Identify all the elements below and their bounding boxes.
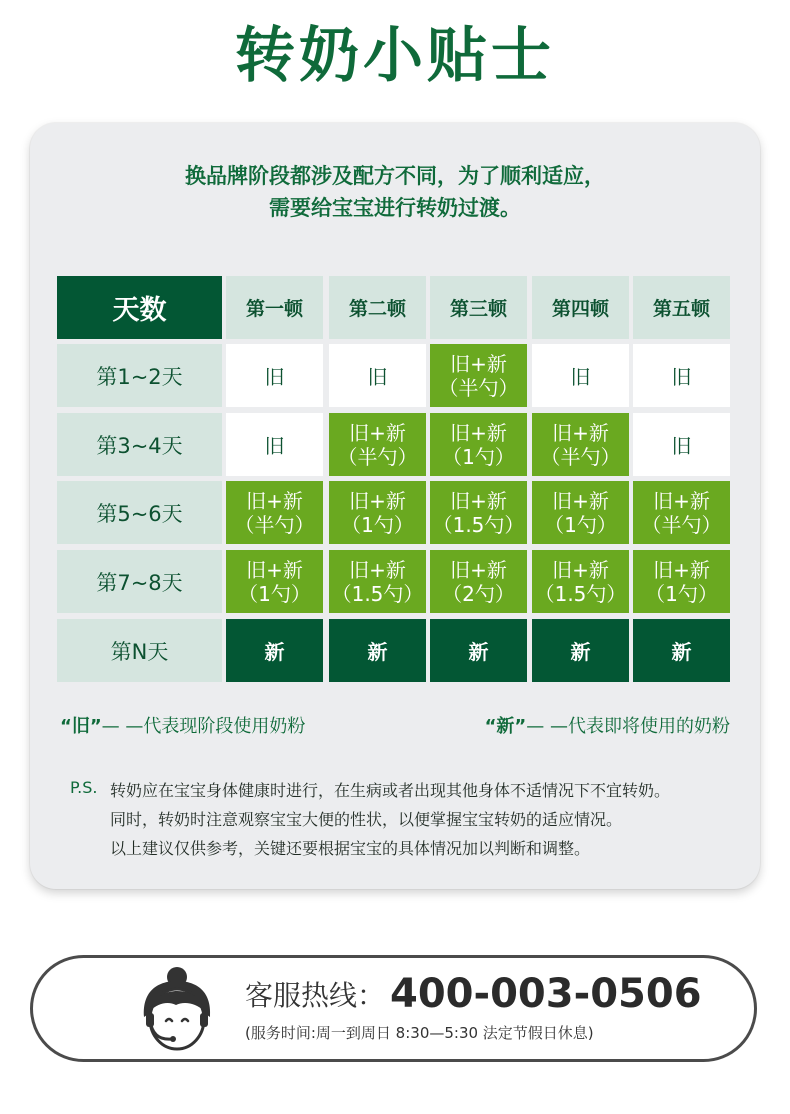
row-header-label: 第5~6天 <box>96 501 183 526</box>
cell-text: 旧 <box>671 365 692 389</box>
cell-text: 旧+新 <box>552 488 609 513</box>
column-header <box>532 276 629 339</box>
row-header-label: 第3~4天 <box>96 433 183 458</box>
legend-old-desc: — —代表现阶段使用奶粉 <box>101 716 306 737</box>
legend-new-desc: — —代表即将使用的奶粉 <box>526 716 730 737</box>
column-header <box>430 276 527 339</box>
table-cell-mix <box>226 550 323 613</box>
cell-subtext: （1勺） <box>238 581 311 606</box>
cell-subtext: （1勺） <box>544 512 617 537</box>
table-cell-mix <box>633 481 730 544</box>
cell-text: 旧+新 <box>552 420 609 445</box>
cell-text: 旧 <box>264 434 285 458</box>
table-cell-mix <box>633 550 730 613</box>
column-header-label: 第三顿 <box>449 298 507 320</box>
table-cell-mix <box>329 550 426 613</box>
service-hours: (服务时间:周一到周日 8:30—5:30 法定节假日休息) <box>245 1024 594 1042</box>
cell-subtext: （1勺） <box>645 581 718 606</box>
intro-line-2: 需要给宝宝进行转奶过渡。 <box>269 196 521 220</box>
table-cell-new <box>633 619 730 682</box>
cell-text: 新 <box>367 640 388 664</box>
cell-text: 旧 <box>367 365 388 389</box>
cell-text: 新 <box>671 640 692 664</box>
table-cell-old <box>226 344 323 407</box>
cell-subtext: （半勺） <box>540 444 621 469</box>
row-header <box>57 344 222 407</box>
column-header-label: 第二顿 <box>348 298 406 320</box>
ps-line-2: 同时，转奶时注意观察宝宝大便的性状，以便掌握宝宝转奶的适应情况。 <box>110 810 623 829</box>
cell-text: 旧+新 <box>450 351 507 376</box>
column-header <box>329 276 426 339</box>
cell-text: 旧+新 <box>552 557 609 582</box>
table-cell-new <box>226 619 323 682</box>
table-cell-mix <box>430 481 527 544</box>
cell-text: 旧+新 <box>450 488 507 513</box>
cell-subtext: （半勺） <box>438 375 519 400</box>
table-cell-mix <box>329 481 426 544</box>
cell-text: 新 <box>570 640 591 664</box>
table-cell-new <box>532 619 629 682</box>
table-cell-old <box>226 413 323 476</box>
column-header-label: 第一顿 <box>245 298 303 320</box>
cell-subtext: （半勺） <box>337 444 418 469</box>
cell-subtext: （1勺） <box>442 444 515 469</box>
table-cell-old <box>532 344 629 407</box>
customer-service-agent-icon <box>132 965 222 1055</box>
table-cell-mix <box>430 413 527 476</box>
cell-text: 旧+新 <box>349 488 406 513</box>
row-header <box>57 619 222 682</box>
cell-text: 旧+新 <box>653 557 710 582</box>
cell-text: 旧+新 <box>653 488 710 513</box>
row-header-label: 第N天 <box>110 639 169 664</box>
table-corner-header <box>57 276 222 339</box>
ps-label: P.S. <box>70 778 98 797</box>
column-header <box>226 276 323 339</box>
cell-subtext: （1.5勺） <box>534 581 627 606</box>
hotline-number[interactable]: 400-003-0506 <box>390 971 702 1017</box>
legend-old <box>60 712 305 738</box>
cell-text: 新 <box>264 640 285 664</box>
row-header-label: 第1~2天 <box>96 364 183 389</box>
cell-text: 旧+新 <box>450 420 507 445</box>
cell-subtext: （2勺） <box>442 581 515 606</box>
legend-old-term: “旧” <box>60 716 102 737</box>
hotline-label: 客服热线： <box>245 979 386 1012</box>
page-title: 转奶小贴士 <box>235 21 555 91</box>
cell-subtext: （1勺） <box>341 512 414 537</box>
intro-text <box>0 160 790 224</box>
intro-line-1: 换品牌阶段都涉及配方不同，为了顺利适应， <box>185 164 605 188</box>
legend-new-term: “新” <box>484 716 527 737</box>
cell-subtext: （1.5勺） <box>432 512 525 537</box>
table-cell-mix <box>430 344 527 407</box>
cell-text: 旧 <box>264 365 285 389</box>
cell-text: 旧+新 <box>349 557 406 582</box>
table-cell-mix <box>226 481 323 544</box>
row-header <box>57 413 222 476</box>
column-header-label: 第四顿 <box>551 298 609 320</box>
table-cell-mix <box>532 413 629 476</box>
cell-text: 旧 <box>671 434 692 458</box>
table-cell-mix <box>430 550 527 613</box>
row-header <box>57 550 222 613</box>
table-cell-new <box>430 619 527 682</box>
table-cell-old <box>633 344 730 407</box>
ps-line-3: 以上建议仅供参考，关键还要根据宝宝的具体情况加以判断和调整。 <box>110 839 591 858</box>
cell-subtext: （1.5勺） <box>331 581 424 606</box>
cell-text: 新 <box>468 640 489 664</box>
cell-text: 旧+新 <box>349 420 406 445</box>
cell-subtext: （半勺） <box>234 512 315 537</box>
table-cell-mix <box>532 550 629 613</box>
column-header-label: 第五顿 <box>652 298 710 320</box>
ps-line-1: 转奶应在宝宝身体健康时进行，在生病或者出现其他身体不适情况下不宜转奶。 <box>110 781 671 800</box>
cell-text: 旧+新 <box>246 557 303 582</box>
table-corner-label: 天数 <box>112 295 167 326</box>
cell-text: 旧 <box>570 365 591 389</box>
legend-new <box>485 712 730 738</box>
cell-text: 旧+新 <box>246 488 303 513</box>
row-header-label: 第7~8天 <box>96 570 183 595</box>
cell-text: 旧+新 <box>450 557 507 582</box>
row-header <box>57 481 222 544</box>
table-cell-new <box>329 619 426 682</box>
column-header <box>633 276 730 339</box>
table-cell-old <box>329 344 426 407</box>
cell-subtext: （半勺） <box>641 512 722 537</box>
table-cell-mix <box>329 413 426 476</box>
table-cell-mix <box>532 481 629 544</box>
table-cell-old <box>633 413 730 476</box>
